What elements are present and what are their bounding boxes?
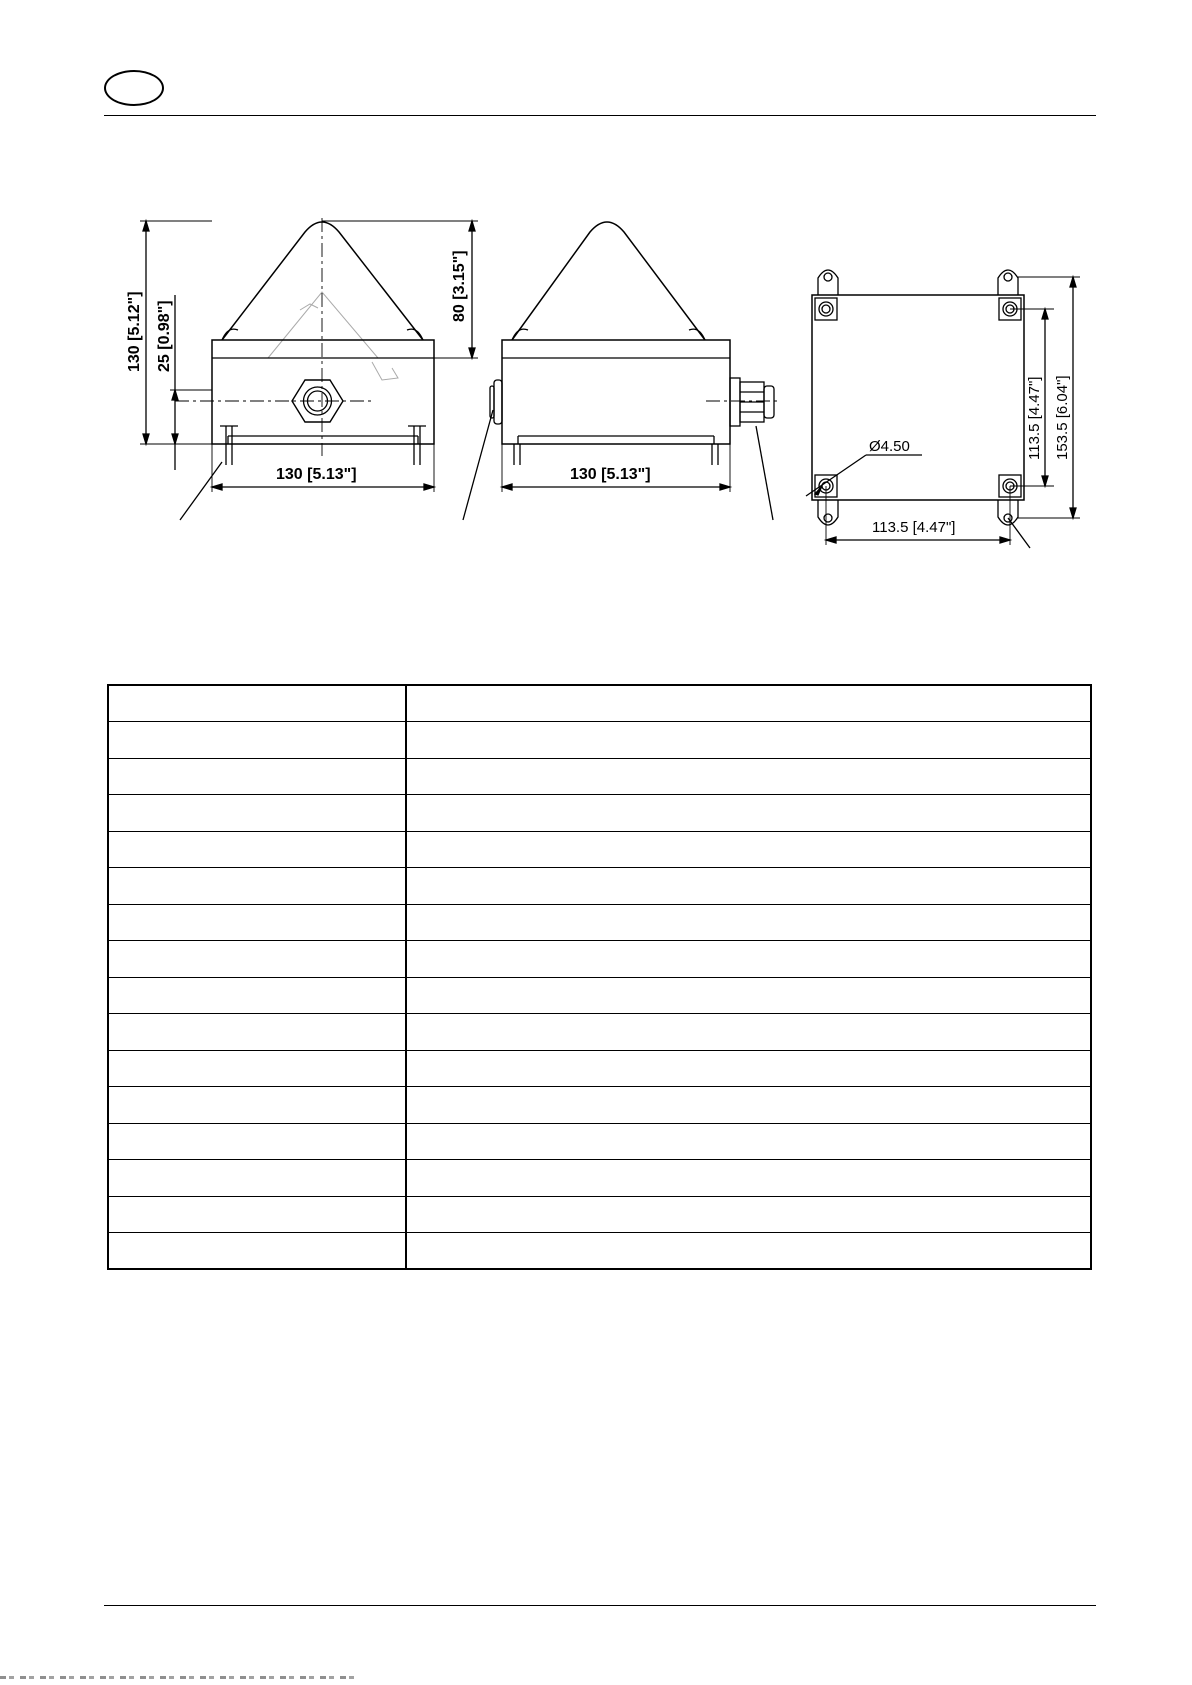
spec-value-cell xyxy=(406,685,1091,722)
spec-value-cell xyxy=(406,795,1091,832)
spec-value-cell xyxy=(406,722,1091,759)
spec-value-cell xyxy=(406,868,1091,905)
scan-artifact xyxy=(0,1676,360,1679)
spec-label-cell xyxy=(108,1050,406,1087)
overall-vertical-label: 153.5 [6.04"] xyxy=(1054,375,1071,460)
spec-value-cell xyxy=(406,1050,1091,1087)
table-row xyxy=(108,1014,1091,1051)
hole-spacing-horizontal-label: 113.5 [4.47"] xyxy=(872,519,956,536)
spec-value-cell xyxy=(406,831,1091,868)
front-dome-height-label: 80 [3.15"] xyxy=(451,250,468,322)
spec-value-cell xyxy=(406,1233,1091,1270)
table-row xyxy=(108,941,1091,978)
table-row xyxy=(108,758,1091,795)
table-row xyxy=(108,1087,1091,1124)
spec-table xyxy=(107,684,1092,1270)
side-width-label: 130 [5.13"] xyxy=(570,466,651,483)
spec-label-cell xyxy=(108,1160,406,1197)
table-row xyxy=(108,685,1091,722)
hole-diameter-label: Ø4.50 xyxy=(869,438,910,455)
table-row xyxy=(108,868,1091,905)
spec-label-cell xyxy=(108,722,406,759)
spec-value-cell xyxy=(406,1014,1091,1051)
spec-label-cell xyxy=(108,758,406,795)
spec-value-cell xyxy=(406,1123,1091,1160)
front-base-height-label: 25 [0.98"] xyxy=(156,300,173,372)
spec-label-cell xyxy=(108,941,406,978)
table-row xyxy=(108,1196,1091,1233)
table-row xyxy=(108,1123,1091,1160)
spec-label-cell xyxy=(108,1196,406,1233)
spec-value-cell xyxy=(406,977,1091,1014)
front-width-label: 130 [5.13"] xyxy=(276,466,357,483)
spec-label-cell xyxy=(108,795,406,832)
table-row xyxy=(108,795,1091,832)
spec-label-cell xyxy=(108,977,406,1014)
table-row xyxy=(108,1050,1091,1087)
table-row xyxy=(108,904,1091,941)
spec-label-cell xyxy=(108,831,406,868)
front-total-height-label: 130 [5.12"] xyxy=(126,291,143,372)
spec-label-cell xyxy=(108,1087,406,1124)
table-row xyxy=(108,722,1091,759)
spec-label-cell xyxy=(108,1123,406,1160)
spec-value-cell xyxy=(406,1196,1091,1233)
spec-label-cell xyxy=(108,685,406,722)
hole-spacing-vertical-label: 113.5 [4.47"] xyxy=(1026,376,1043,460)
spec-value-cell xyxy=(406,904,1091,941)
table-row xyxy=(108,831,1091,868)
table-row xyxy=(108,977,1091,1014)
spec-label-cell xyxy=(108,904,406,941)
spec-label-cell xyxy=(108,1233,406,1270)
technical-drawing xyxy=(0,0,1192,560)
footer-rule xyxy=(104,1605,1096,1606)
spec-value-cell xyxy=(406,1160,1091,1197)
spec-value-cell xyxy=(406,1087,1091,1124)
spec-value-cell xyxy=(406,941,1091,978)
spec-value-cell xyxy=(406,758,1091,795)
spec-label-cell xyxy=(108,868,406,905)
table-row xyxy=(108,1160,1091,1197)
spec-label-cell xyxy=(108,1014,406,1051)
table-row xyxy=(108,1233,1091,1270)
